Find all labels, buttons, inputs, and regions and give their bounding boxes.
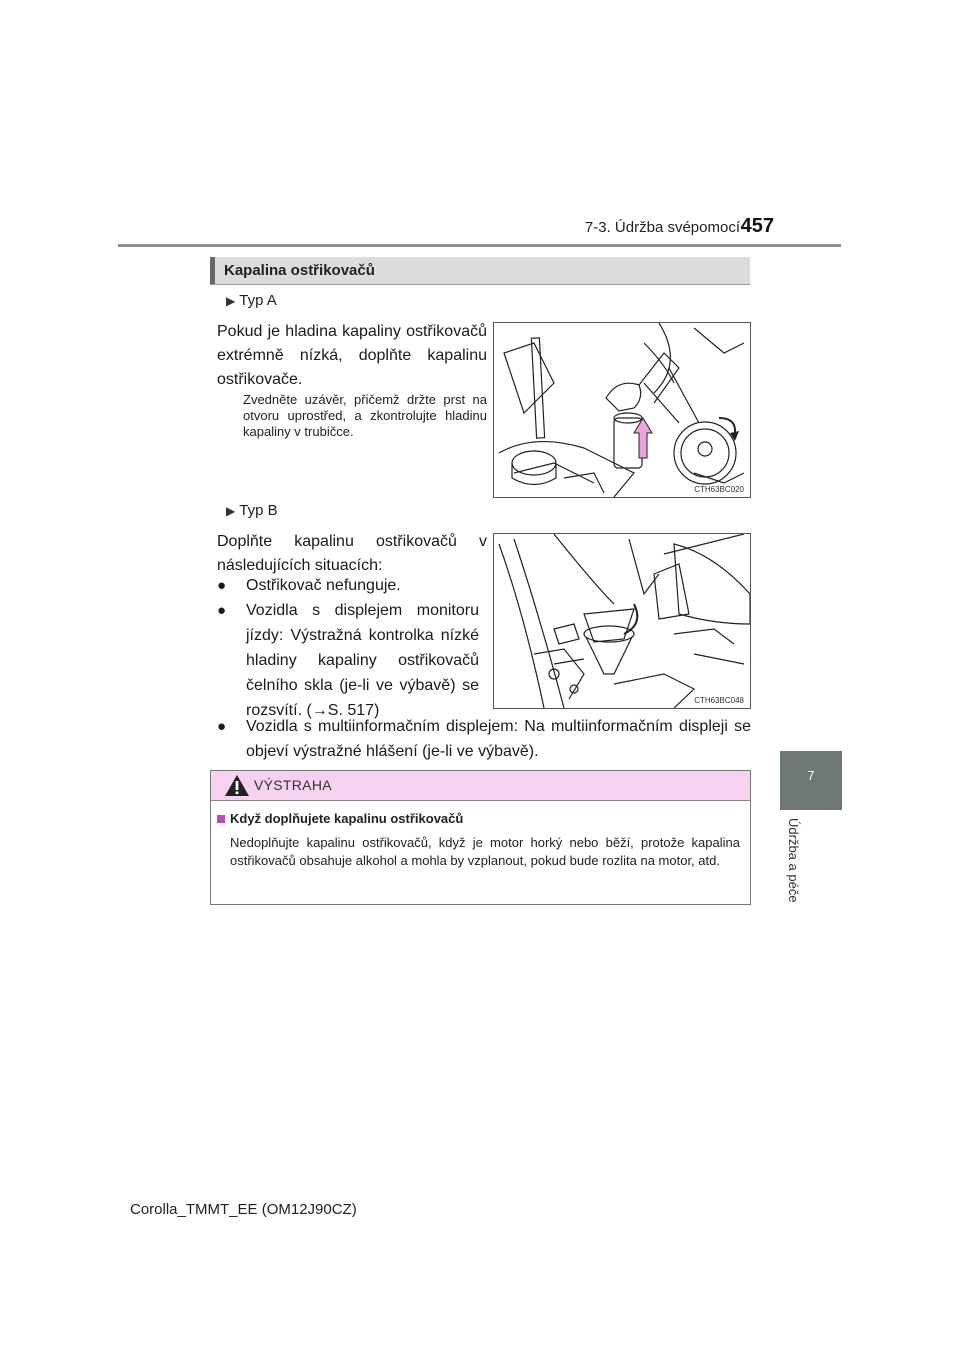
type-a-note: Zvedněte uzávěr, přičemž držte prst na otvoru uprostřed, a zkontrolujte hladinu kapaliny v trubičce. — [243, 392, 487, 439]
bullet-icon: ● — [217, 577, 227, 594]
illustration-type-a — [493, 322, 751, 498]
washer-funnel-type-b-drawing — [494, 534, 750, 708]
type-a-label: Typ A — [239, 292, 277, 309]
washer-reservoir-type-a-drawing — [494, 323, 750, 497]
chapter-label: Údržba a péče — [786, 818, 801, 903]
running-header-section: 7-3. Údržba svépomocí — [584, 219, 740, 236]
bullet-icon: ● — [217, 718, 227, 735]
type-a-heading — [226, 292, 277, 309]
header-rule — [118, 244, 841, 247]
page-number: 457 — [740, 215, 774, 237]
warning-body: Nedoplňujte kapalinu ostřikovačů, když je motor horký nebo běží, protože kapalina ostřikovačů obsahuje alkohol a mohla by vzplanout, pokud bude rozlita na motor, atd. — [230, 835, 740, 868]
warning-triangle-icon — [224, 774, 250, 797]
bullet-item: ● Ostřikovač nefunguje. — [217, 573, 487, 598]
triangle-right-icon: ▶ — [226, 504, 236, 518]
square-bullet-icon — [217, 815, 225, 823]
chapter-number: 7 — [807, 768, 815, 783]
type-b-paragraph: Doplňte kapalinu ostřikovačů v následujících situacích: — [217, 533, 487, 574]
type-b-heading — [226, 502, 278, 519]
image-code: CTH63BC048 — [694, 696, 744, 705]
warning-subtitle: Když doplňujete kapalinu ostřikovačů — [230, 811, 464, 826]
footer-model-code: Corolla_TMMT_EE (OM12J90CZ) — [130, 1201, 357, 1218]
section-title-accent — [210, 257, 215, 284]
section-title: Kapalina ostřikovačů — [224, 262, 375, 279]
type-b-label: Typ B — [239, 502, 278, 519]
triangle-right-icon: ▶ — [226, 294, 236, 308]
bullet-item: ● Vozidla s multiinformačním displejem: Na multiinformačním displeji se objeví výstražné hlášení (je-li ve výbavě). — [217, 714, 752, 764]
bullet-icon: ● — [217, 602, 227, 619]
warning-label: VÝSTRAHA — [254, 777, 332, 793]
bullet-item: ● Vozidla s displejem monitoru jízdy: Výstražná kontrolka nízké hladiny kapaliny ostřikovačů čelního skla (je-li ve výbavě) se rozsvítí. (→S. 517) — [217, 598, 487, 723]
illustration-type-b — [493, 533, 751, 709]
type-a-paragraph: Pokud je hladina kapaliny ostřikovačů extrémně nízká, doplňte kapalinu ostřikovače. — [217, 323, 487, 388]
image-code: CTH63BC020 — [694, 485, 744, 494]
